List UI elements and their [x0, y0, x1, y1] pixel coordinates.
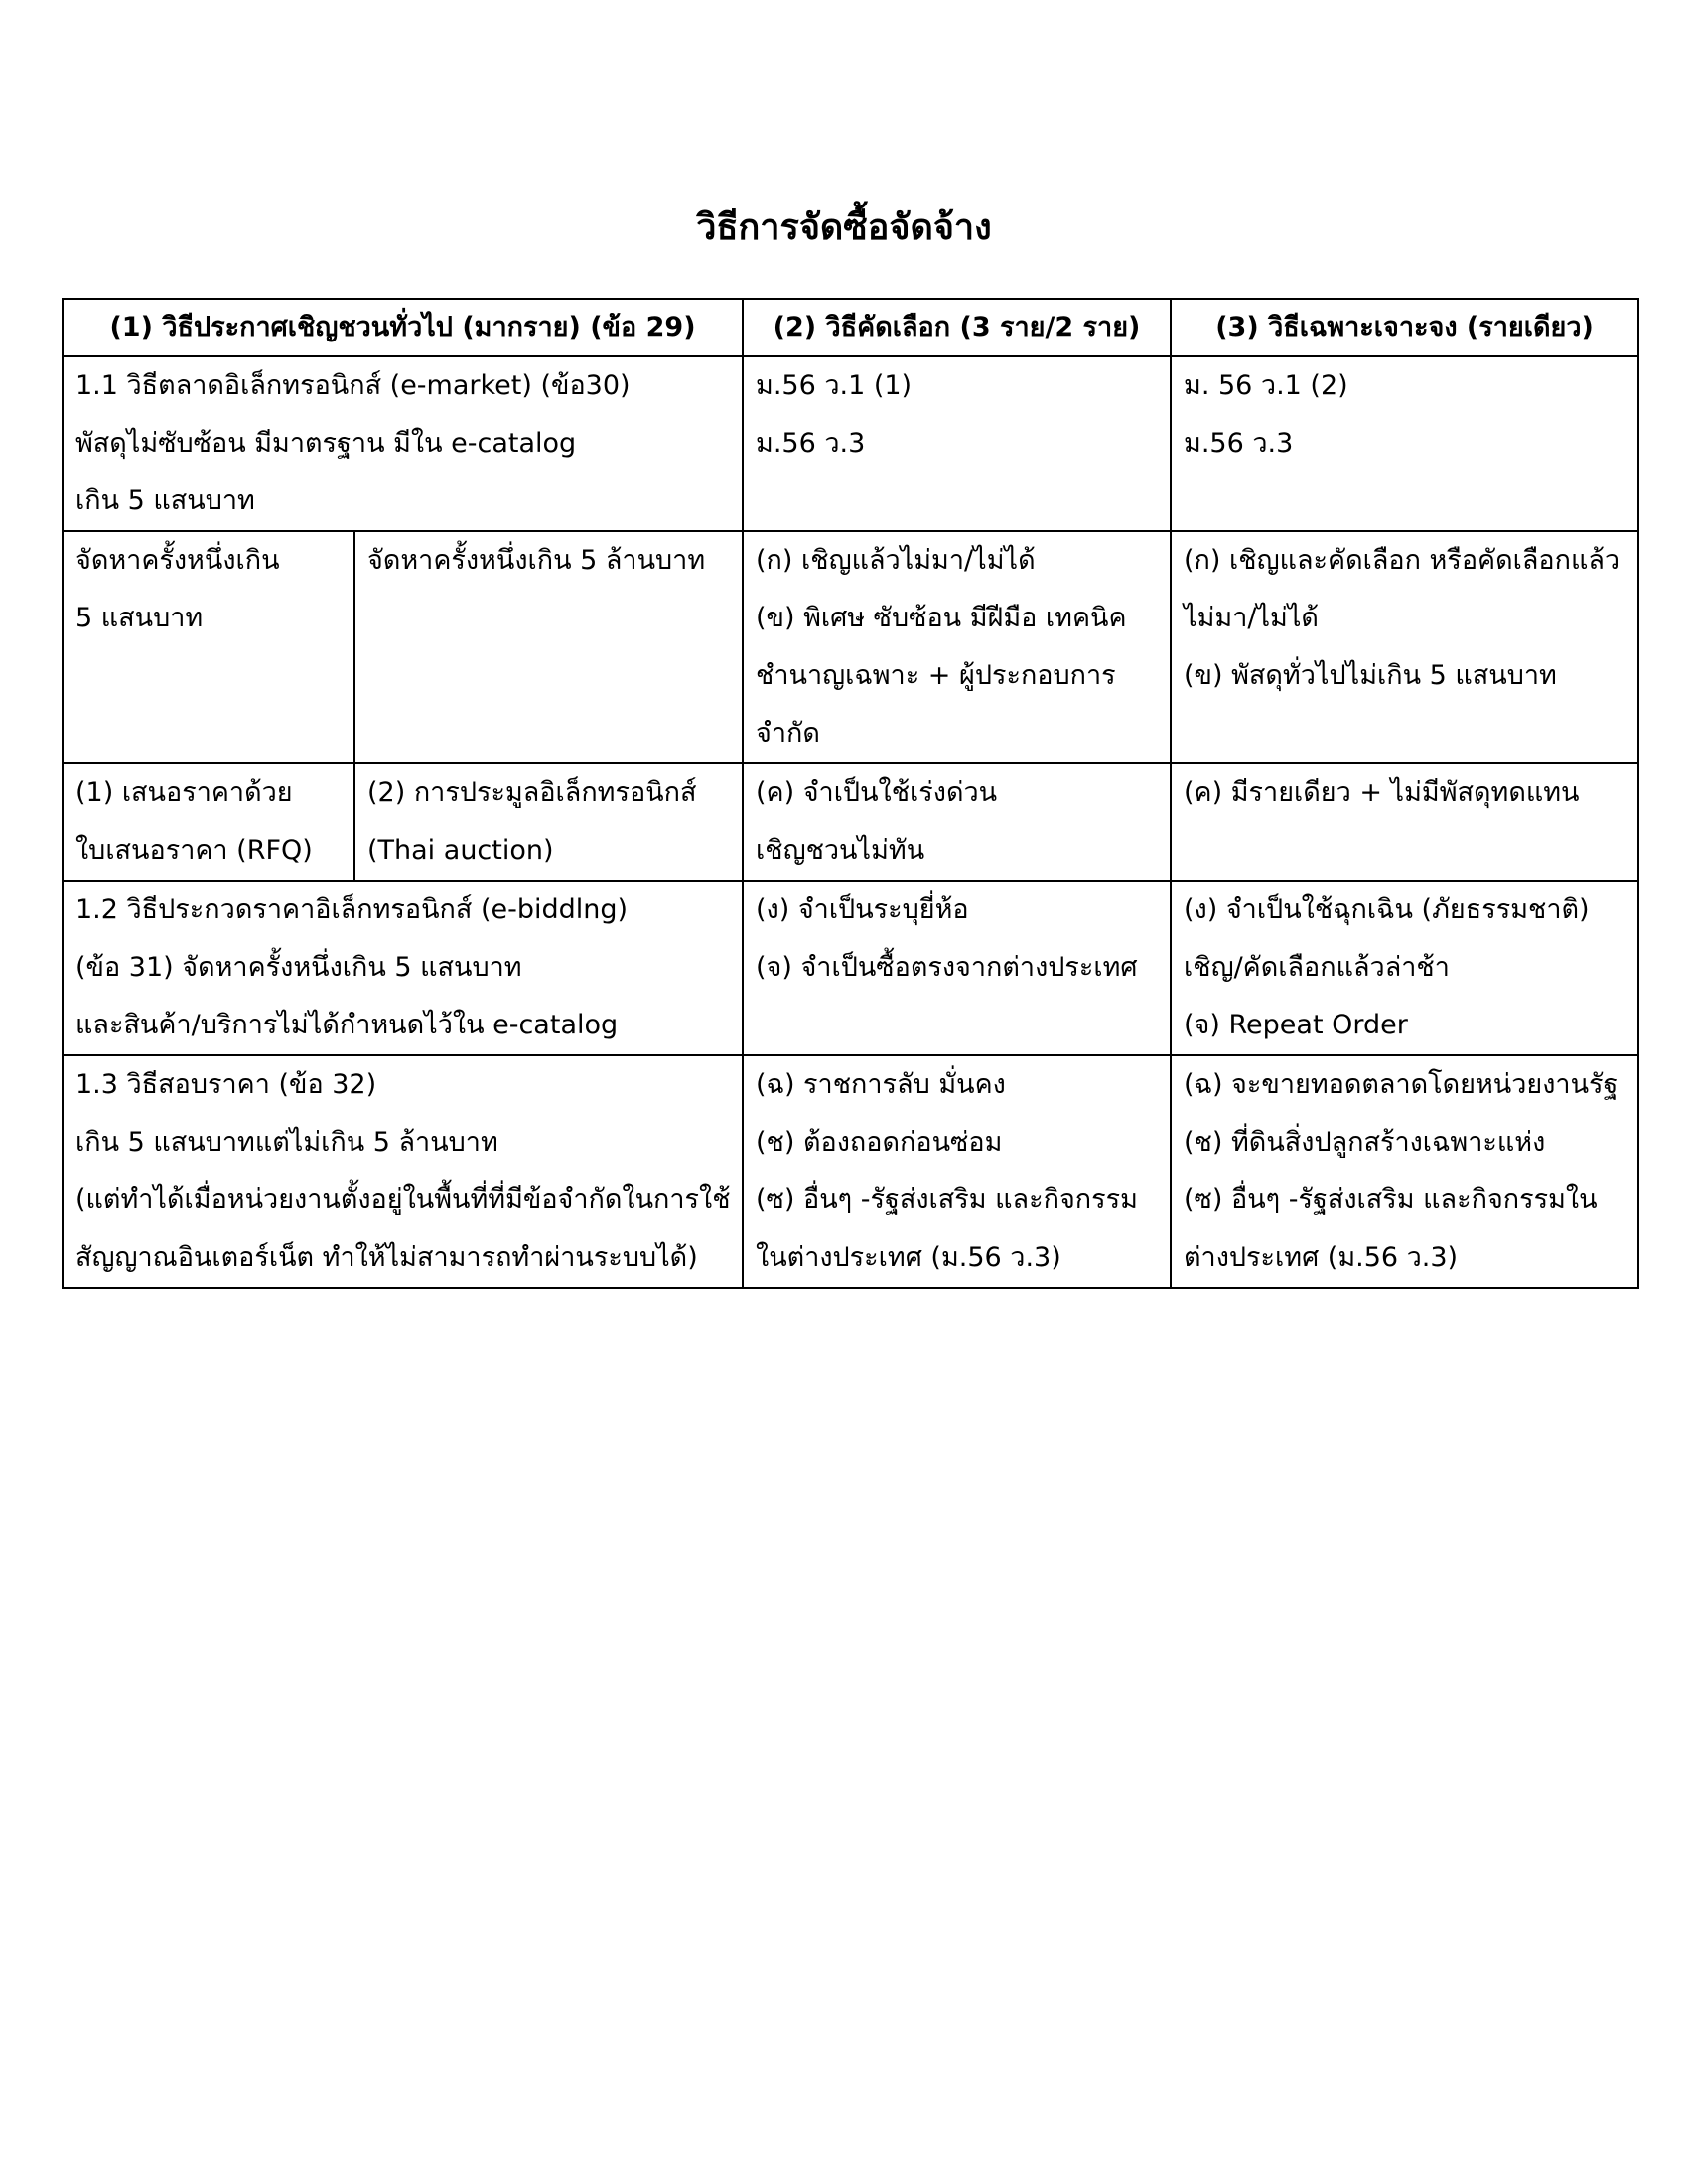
table-cell [1171, 1055, 1638, 1288]
cell-line: (ข้อ 31) จัดหาครั้งหนึ่งเกิน 5 แสนบาท [75, 952, 522, 983]
cell-line: (ค) มีรายเดียว + ไม่มีพัสดุทดแทน [1184, 777, 1580, 808]
table-cell [743, 1055, 1171, 1288]
cell-line: (ซ) อื่นๆ -รัฐส่งเสริม และกิจกรรม [756, 1184, 1138, 1215]
cell-line: (ง) จำเป็นใช้ฉุกเฉิน (ภัยธรรมชาติ) [1184, 894, 1590, 925]
cell-line: (ช) ต้องถอดก่อนซ่อม [756, 1127, 1003, 1158]
cell-line: (ง) จำเป็นระบุยี่ห้อ [756, 894, 969, 925]
cell-line: (ซ) อื่นๆ -รัฐส่งเสริม และกิจกรรมใน [1184, 1184, 1598, 1215]
cell-line: (2) การประมูลอิเล็กทรอนิกส์ [367, 777, 697, 808]
table-row [63, 881, 1638, 1055]
cell-line: เชิญชวนไม่ทัน [756, 835, 925, 866]
cell-line: 5 แสนบาท [75, 603, 204, 633]
cell-line: (จ) จำเป็นซื้อตรงจากต่างประเทศ [756, 952, 1138, 983]
cell-line: 1.1 วิธีตลาดอิเล็กทรอนิกส์ (e-market) (ข้อ30) [75, 370, 631, 401]
table-cell [1171, 763, 1638, 881]
cell-line: เกิน 5 แสนบาท [75, 485, 255, 516]
cell-line: (จ) Repeat Order [1184, 1010, 1408, 1040]
cell-line: (ฉ) ราชการลับ มั่นคง [756, 1069, 1006, 1100]
table-cell [743, 531, 1171, 763]
cell-line: ม.56 ว.1 (1) [756, 370, 913, 401]
cell-line: ไม่มา/ไม่ได้ [1184, 603, 1319, 633]
table-cell [63, 881, 743, 1055]
procurement-methods-table [62, 298, 1639, 1289]
table-cell [63, 531, 354, 763]
cell-line: (ค) จำเป็นใช้เร่งด่วน [756, 777, 998, 808]
cell-line: สัญญาณอินเตอร์เน็ต ทำให้ไม่สามารถทำผ่านระบบได้) [75, 1242, 698, 1273]
cell-line: (ฉ) จะขายทอดตลาดโดยหน่วยงานรัฐ [1184, 1069, 1618, 1100]
cell-line: และสินค้า/บริการไม่ได้กำหนดไว้ใน e-catalog [75, 1010, 619, 1040]
cell-line: ใบเสนอราคา (RFQ) [75, 835, 313, 866]
cell-line: จัดหาครั้งหนึ่งเกิน [75, 545, 280, 576]
table-cell [743, 881, 1171, 1055]
cell-line: (ก) เชิญและคัดเลือก หรือคัดเลือกแล้ว [1184, 545, 1620, 576]
table-row [63, 763, 1638, 881]
table-cell [63, 763, 354, 881]
cell-line: ชำนาญเฉพาะ + ผู้ประกอบการ [756, 660, 1116, 691]
table-cell [743, 763, 1171, 881]
cell-line: (แต่ทำได้เมื่อหน่วยงานตั้งอยู่ในพื้นที่ที่มีข้อจำกัดในการใช้ [75, 1184, 731, 1215]
cell-line: จำกัด [756, 718, 820, 749]
table-row [63, 531, 1638, 763]
cell-line: ม.56 ว.3 [756, 428, 866, 459]
cell-line: ต่างประเทศ (ม.56 ว.3) [1184, 1242, 1459, 1273]
cell-line: ม.56 ว.3 [1184, 428, 1294, 459]
table-header-row [63, 299, 1638, 356]
cell-line: ม. 56 ว.1 (2) [1184, 370, 1348, 401]
cell-line: ในต่างประเทศ (ม.56 ว.3) [756, 1242, 1061, 1273]
cell-line: เชิญ/คัดเลือกแล้วล่าช้า [1184, 952, 1450, 983]
cell-line: (ข) พัสดุทั่วไปไม่เกิน 5 แสนบาท [1184, 660, 1557, 691]
table-row [63, 356, 1638, 531]
cell-line: พัสดุไม่ซับซ้อน มีมาตรฐาน มีใน e-catalog [75, 428, 577, 459]
header-specific: (3) วิธีเฉพาะเจาะจง (รายเดียว) [1171, 299, 1638, 356]
table-cell [743, 356, 1171, 531]
table-cell [354, 763, 743, 881]
table-cell [354, 531, 743, 763]
cell-line: (Thai auction) [367, 835, 554, 866]
cell-line: 1.2 วิธีประกวดราคาอิเล็กทรอนิกส์ (e-biddlng) [75, 894, 629, 925]
header-selection: (2) วิธีคัดเลือก (3 ราย/2 ราย) [743, 299, 1171, 356]
cell-line: (ช) ที่ดินสิ่งปลูกสร้างเฉพาะแห่ง [1184, 1127, 1546, 1158]
header-general-invitation: (1) วิธีประกาศเชิญชวนทั่วไป (มากราย) (ข้อ 29) [63, 299, 743, 356]
cell-line: (1) เสนอราคาด้วย [75, 777, 293, 808]
table-cell [1171, 356, 1638, 531]
table-row [63, 1055, 1638, 1288]
cell-line: เกิน 5 แสนบาทแต่ไม่เกิน 5 ล้านบาท [75, 1127, 498, 1158]
cell-line: (ข) พิเศษ ซับซ้อน มีฝีมือ เทคนิค [756, 603, 1127, 633]
table-cell [1171, 531, 1638, 763]
cell-line: 1.3 วิธีสอบราคา (ข้อ 32) [75, 1069, 377, 1100]
cell-line: จัดหาครั้งหนึ่งเกิน 5 ล้านบาท [367, 545, 706, 576]
table-cell [1171, 881, 1638, 1055]
table-cell [63, 1055, 743, 1288]
page-title: วิธีการจัดซื้อจัดจ้าง [696, 207, 992, 248]
table-cell [63, 356, 743, 531]
cell-line: (ก) เชิญแล้วไม่มา/ไม่ได้ [756, 545, 1036, 576]
